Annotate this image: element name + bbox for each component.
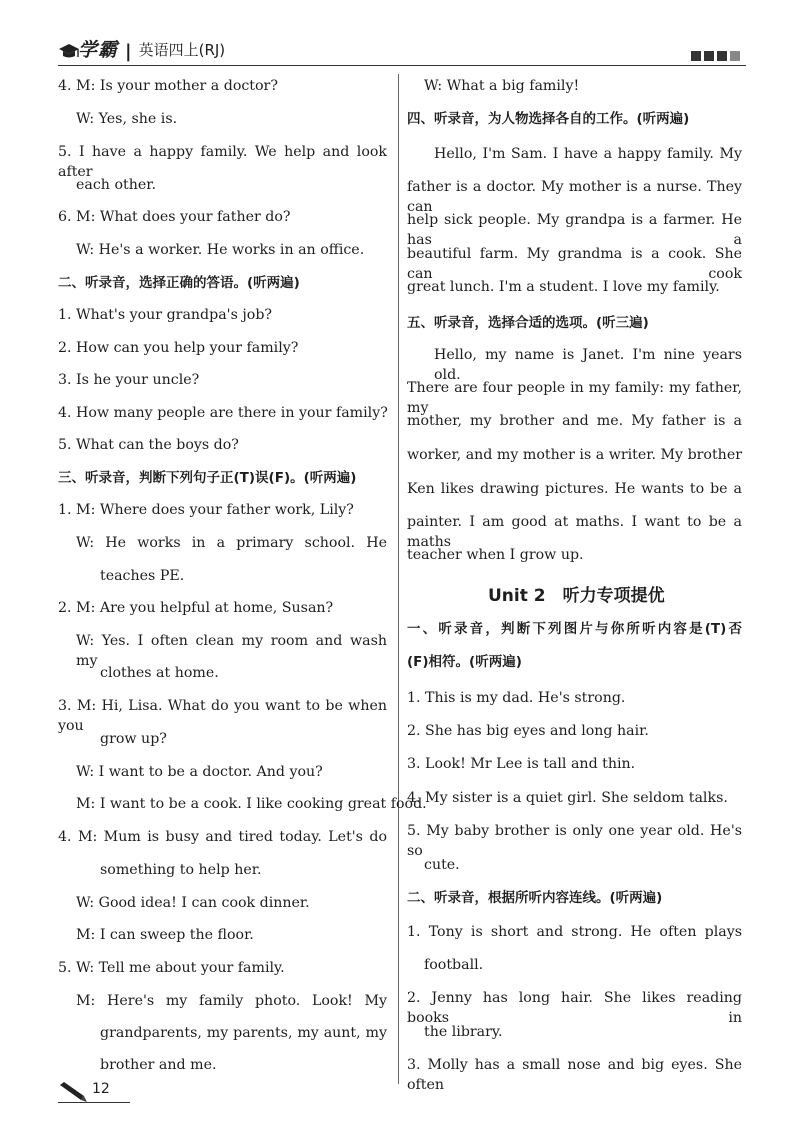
right-line: Ken likes drawing pictures. He wants to be a (407, 481, 742, 497)
section-heading: 一、听录音，判断下列图片与你所听内容是(T)否 (407, 621, 742, 637)
right-line: worker, and my mother is a writer. My brother (407, 447, 742, 463)
right-line: 2. Jenny has long hair. She likes reading books in (407, 990, 742, 1026)
right-line: 3. Look! Mr Lee is tall and thin. (407, 756, 636, 772)
brand-name: 学霸 (78, 39, 119, 61)
pencil-icon (58, 1081, 88, 1103)
brand-logo (58, 36, 225, 62)
left-line: 2. M: Are you helpful at home, Susan? (58, 600, 334, 616)
left-line: each other. (76, 177, 156, 193)
left-line: W: He works in a primary school. He (76, 535, 387, 551)
right-line: Hello, I'm Sam. I have a happy family. My (434, 146, 742, 162)
right-line: cute. (424, 857, 460, 873)
left-line: 1. What's your grandpa's job? (58, 307, 273, 323)
left-line: W: Yes, she is. (76, 111, 178, 127)
right-line: Hello, my name is Janet. I'm nine years old. (434, 347, 742, 383)
right-line: W: What a big family! (424, 78, 580, 94)
section-heading: 二、听录音，选择正确的答语。(听两遍) (58, 275, 300, 291)
header-decoration (691, 51, 740, 61)
page-number: 12 (92, 1081, 110, 1097)
right-line: painter. I am good at maths. I want to be a maths (407, 514, 742, 550)
right-line: 2. She has big eyes and long hair. (407, 723, 649, 739)
left-line: teaches PE. (100, 568, 185, 584)
left-line: 5. W: Tell me about your family. (58, 960, 285, 976)
left-line: W: I want to be a doctor. And you? (76, 764, 323, 780)
left-line: 3. Is he your uncle? (58, 372, 200, 388)
left-line: M: Here's my family photo. Look! My (76, 993, 387, 1009)
right-line: football. (424, 957, 484, 973)
left-line: brother and me. (100, 1057, 217, 1073)
left-line: 6. M: What does your father do? (58, 209, 291, 225)
left-line: 4. How many people are there in your family? (58, 405, 388, 421)
left-line: 2. How can you help your family? (58, 340, 299, 356)
section-heading: 二、听录音，根据所听内容连线。(听两遍) (407, 890, 663, 906)
right-line: 4. My sister is a quiet girl. She seldom talks. (407, 790, 728, 806)
left-line: M: I want to be a cook. I like cooking great food. (76, 796, 427, 812)
left-line: W: He's a worker. He works in an office. (76, 242, 365, 258)
left-line: M: I can sweep the floor. (76, 927, 254, 943)
right-line: 1. Tony is short and strong. He often plays (407, 924, 742, 940)
left-line: something to help her. (100, 862, 262, 878)
footer-rule (58, 1102, 130, 1103)
right-line: 1. This is my dad. He's strong. (407, 690, 626, 706)
left-line: W: Good idea! I can cook dinner. (76, 895, 310, 911)
book-title: 英语四上(RJ) (138, 41, 226, 59)
right-line: 5. My baby brother is only one year old. He's so (407, 823, 742, 859)
page-footer (58, 1081, 130, 1107)
header-separator: | (125, 41, 132, 62)
section-heading: 五、听录音，选择合适的选项。(听三遍) (407, 315, 649, 331)
section-heading: 三、听录音，判断下列句子正(T)误(F)。(听两遍) (58, 470, 357, 486)
left-line: 4. M: Is your mother a doctor? (58, 78, 278, 94)
right-line: teacher when I grow up. (407, 547, 584, 563)
left-line: grandparents, my parents, my aunt, my (100, 1025, 387, 1041)
left-line: 5. What can the boys do? (58, 437, 239, 453)
header-block (717, 51, 727, 61)
left-line: W: Yes. I often clean my room and wash my (76, 633, 387, 669)
page-header (58, 34, 746, 66)
left-line: clothes at home. (100, 665, 219, 681)
right-line: help sick people. My grandpa is a farmer. He has a (407, 212, 742, 248)
header-block (691, 51, 701, 61)
right-line: father is a doctor. My mother is a nurse. They can (407, 179, 742, 215)
left-line: 1. M: Where does your father work, Lily? (58, 502, 354, 518)
left-line: grow up? (100, 731, 167, 747)
column-divider (398, 74, 399, 1084)
section-heading: 四、听录音，为人物选择各自的工作。(听两遍) (407, 111, 690, 127)
right-line: great lunch. I'm a student. I love my family. (407, 279, 720, 295)
right-line: 3. Molly has a small nose and big eyes. She often (407, 1057, 742, 1093)
right-line: beautiful farm. My grandma is a cook. She can cook (407, 246, 742, 282)
section-heading: (F)相符。(听两遍) (407, 654, 522, 670)
header-block (730, 51, 740, 61)
header-block (704, 51, 714, 61)
left-line: 3. M: Hi, Lisa. What do you want to be when you (58, 698, 387, 734)
right-line: There are four people in my family: my father, my (407, 380, 742, 416)
left-line: 5. I have a happy family. We help and look after (58, 144, 387, 180)
header-rule (58, 65, 746, 66)
graduation-cap-icon (58, 40, 80, 62)
unit-title: Unit 2 听力专项提优 (488, 586, 665, 606)
right-line: mother, my brother and me. My father is a (407, 413, 742, 429)
left-line: 4. M: Mum is busy and tired today. Let's do (58, 829, 387, 845)
right-line: the library. (424, 1024, 503, 1040)
